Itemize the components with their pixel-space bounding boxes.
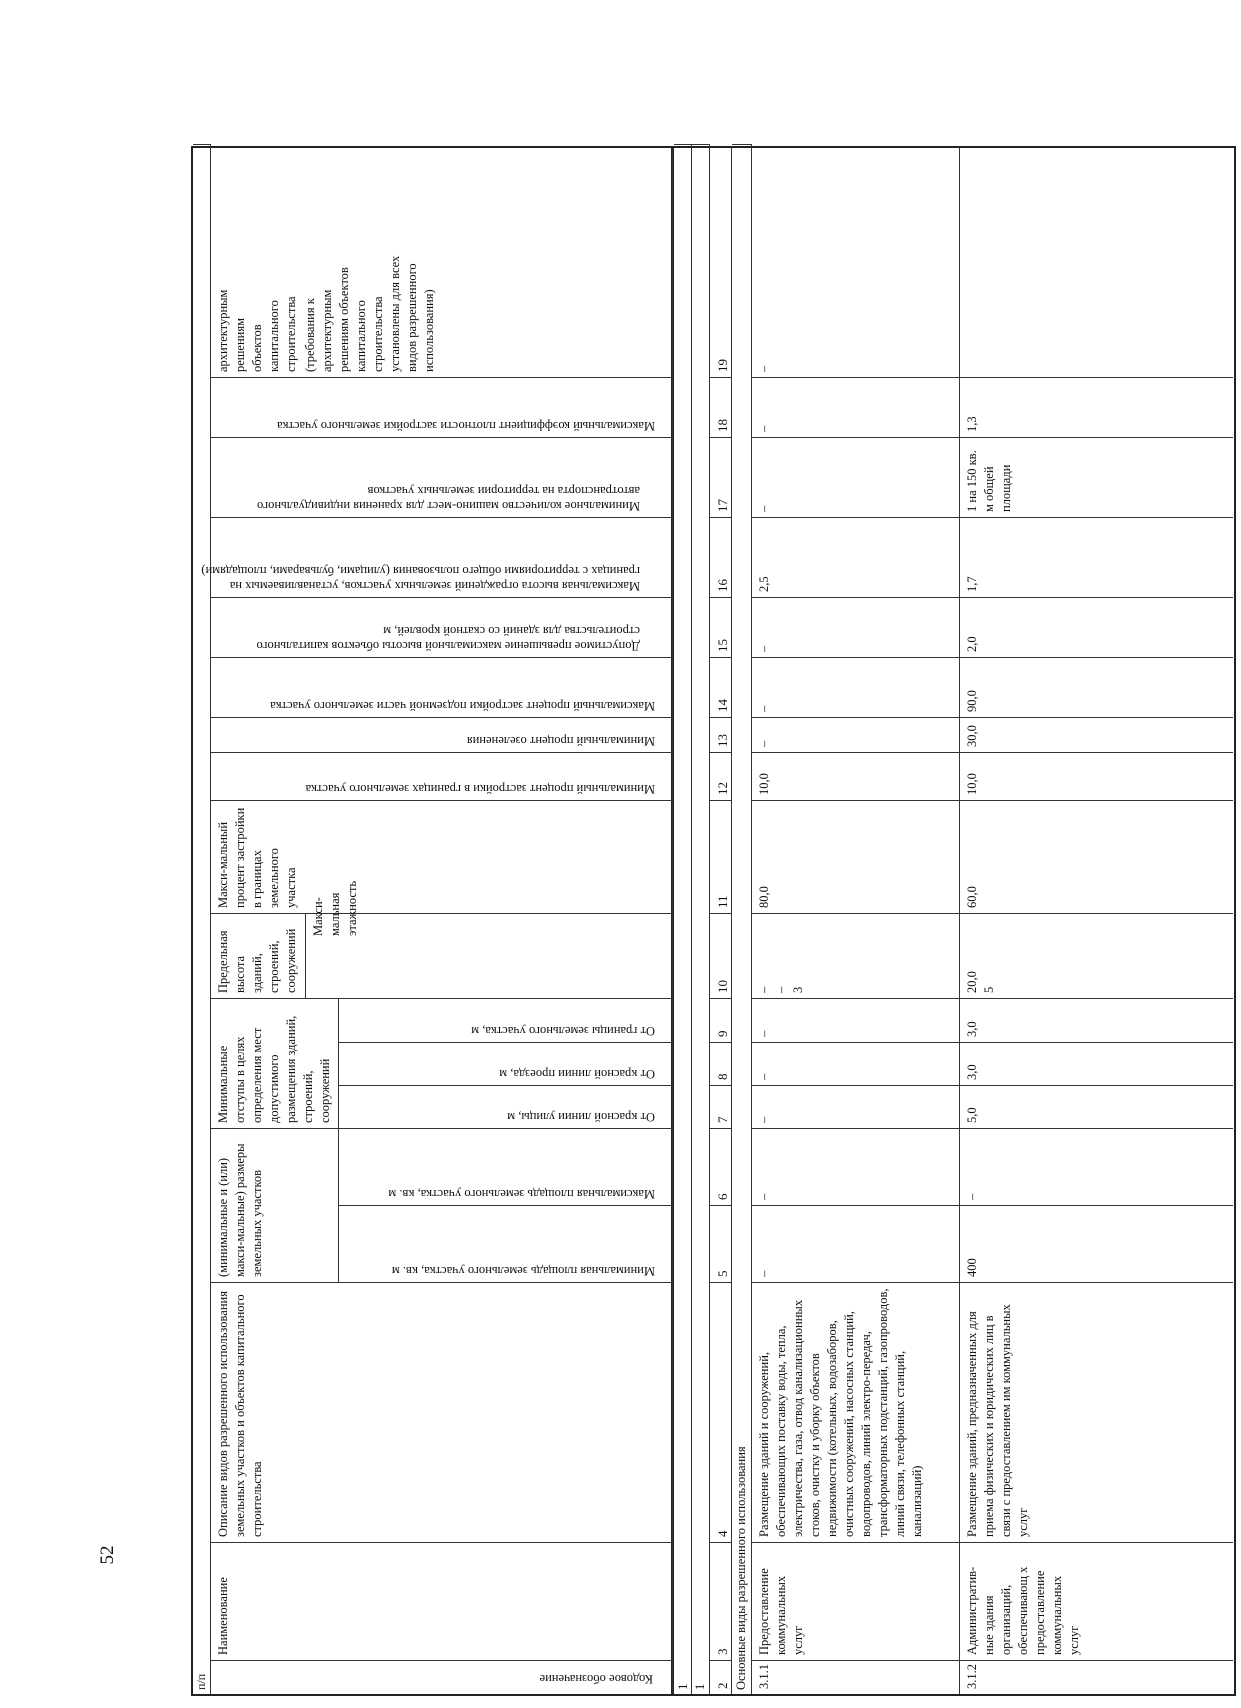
section-title: Основные виды разрешенного использования [732, 144, 752, 1694]
row2-parking: 1 на 150 кв. м общей площади [960, 437, 1233, 517]
colnum-2: 2 [710, 1660, 732, 1694]
row2-setback-passage: 3,0 [960, 1042, 1233, 1085]
row2-fence-height: 1,7 [960, 517, 1233, 597]
row1-description: Размещение зданий и сооружений, обеспечивающих поставку воды, тепла, электричества, газа, отвод канализационных стоков, очистку и уборку объектов недвижимости (котельных, водозаборов, очистных сооружений, насосных станций, водопроводов, линий электро-передач, трансформаторных подстанций, газопроводов, линий связи, телефонных станций, канализаций) [752, 1282, 960, 1542]
row2-density: 1,3 [960, 377, 1233, 437]
row2-code: 3.1.2 [960, 1660, 1233, 1694]
row1-arch: – [752, 148, 960, 377]
data-table [673, 146, 1236, 1696]
row2-min-area: 400 [960, 1205, 1233, 1282]
header-setback-street: От красной линии улицы, м [339, 1085, 673, 1128]
row1-min-coverage: 10,0 [752, 752, 960, 800]
colnum-16: 16 [710, 517, 732, 597]
row1-floors-a: – [774, 986, 788, 993]
colnum-4: 4 [710, 1282, 732, 1542]
header-name: Наименование [211, 1542, 673, 1660]
row1-setback-street: – [752, 1085, 960, 1128]
header-density: Максимальный коэффициент плотности застройки земельного участка [211, 377, 673, 437]
colnum-18: 18 [710, 377, 732, 437]
row1-density: – [752, 377, 960, 437]
header-arch-label: архитектурным решениям объектов капитального строительства [216, 289, 298, 372]
header-min-green: Минимальный процент озеленения [211, 717, 673, 752]
header-setbacks: Минимальные отступы в целях определения мест допустимого размещения зданий, строений, сооружений [211, 998, 339, 1128]
header-parking: Минимальное количество машино-мест для хранения индивидуального автотранспорта на территории земельных участков [211, 437, 673, 517]
colnum-1: 1 [674, 144, 692, 1694]
colnum-11: 11 [710, 800, 732, 913]
header-description: Описание видов разрешенного использования земельных участков и объектов капитального строительства [211, 1282, 673, 1542]
header-plot-sizes: (минимальные и (или) макси-мальные) размеры земельных участков [211, 1128, 339, 1282]
header-setback-border: От границы земельного участка, м [339, 998, 673, 1042]
row1-floors-b: 3 [791, 986, 805, 993]
colnum-15: 15 [710, 597, 732, 657]
header-setback-passage: От красной линии проезда, м [339, 1042, 673, 1085]
row2-height-excess: 2,0 [960, 597, 1233, 657]
row1-name: Предоставление коммунальных услуг [752, 1542, 960, 1660]
row2-max-area: – [960, 1128, 1233, 1205]
colnum-19: 19 [710, 148, 732, 377]
row1-setback-border: – [752, 998, 960, 1042]
header-max-floors: Макси-мальная этажность [306, 913, 673, 998]
row2-min-green: 30,0 [960, 717, 1233, 752]
row1-height-value: – [757, 986, 771, 993]
row1-min-green: – [752, 717, 960, 752]
row2-height [960, 913, 1233, 998]
row1-fence-height: 2,5 [752, 517, 960, 597]
header-min-coverage: Минимальный процент застройки в границах земельного участка [211, 752, 673, 800]
colnum-3: 3 [710, 1542, 732, 1660]
row1-max-area: – [752, 1128, 960, 1205]
header-pp: п/п [193, 144, 211, 1694]
regulation-table-sheet [191, 146, 1241, 1696]
row2-min-coverage: 10,0 [960, 752, 1233, 800]
header-max-underground: Максимальный процент застройки подземной части земельного участка [211, 657, 673, 717]
row1-height [752, 913, 960, 998]
row1-min-area: – [752, 1205, 960, 1282]
row2-floors: 5 [982, 986, 996, 993]
row2-arch [960, 148, 1233, 377]
header-height: Предельная высота зданий, строений, сооружений [211, 913, 306, 998]
row2-description: Размещение зданий, предназначенных для приема физических и юридических лиц в связи с предоставлением им коммунальных услуг [960, 1282, 1233, 1542]
row1-code: 3.1.1 [752, 1660, 960, 1694]
header-height-excess: Допустимое превышение максимальной высоты объектов капитального строительства для зданий со скатной кровлей, м [211, 597, 673, 657]
row1-setback-passage: – [752, 1042, 960, 1085]
row1-parking: – [752, 437, 960, 517]
header-min-area: Минимальная площадь земельного участка, кв. м [339, 1205, 673, 1282]
colnum-12: 12 [710, 752, 732, 800]
header-fence-height: Максимальная высота ограждений земельных участков, устанавливаемых на границах с территориями общего пользования (улицами, бульварами, площадями) [211, 517, 673, 597]
colnum-9: 9 [710, 998, 732, 1042]
colnum-17: 17 [710, 437, 732, 517]
header-max-coverage: Макси-мальный процент застройки в границах земельного участка [211, 800, 673, 913]
header-table [191, 146, 673, 1696]
colnum-10: 10 [710, 913, 732, 998]
header-arch-note: (требования к архитектурным решениям объектов капитального строительства установлены для всех видов разрешенного использования) [303, 255, 436, 372]
colnum-8: 8 [710, 1042, 732, 1085]
page-number: 52 [97, 1545, 118, 1565]
row2-max-coverage: 60,0 [960, 800, 1233, 913]
row2-setback-border: 3,0 [960, 998, 1233, 1042]
row1-max-underground: – [752, 657, 960, 717]
row2-name: Административ-ные здания организаций, обеспечивающ х предоставление коммунальных услуг [960, 1542, 1233, 1660]
row1-height-excess: – [752, 597, 960, 657]
header-code: Кодовое обозначение [211, 1660, 673, 1694]
colnum-14: 14 [710, 657, 732, 717]
colnum-1-dup: 1 [692, 144, 710, 1694]
header-max-area: Максимальная площадь земельного участка, кв. м [339, 1128, 673, 1205]
row2-height-value: 20,0 [965, 971, 979, 993]
row1-max-coverage: 80,0 [752, 800, 960, 913]
row2-max-underground: 90,0 [960, 657, 1233, 717]
header-arch [211, 148, 673, 377]
row2-setback-street: 5,0 [960, 1085, 1233, 1128]
colnum-6: 6 [710, 1128, 732, 1205]
colnum-7: 7 [710, 1085, 732, 1128]
colnum-13: 13 [710, 717, 732, 752]
colnum-5: 5 [710, 1205, 732, 1282]
